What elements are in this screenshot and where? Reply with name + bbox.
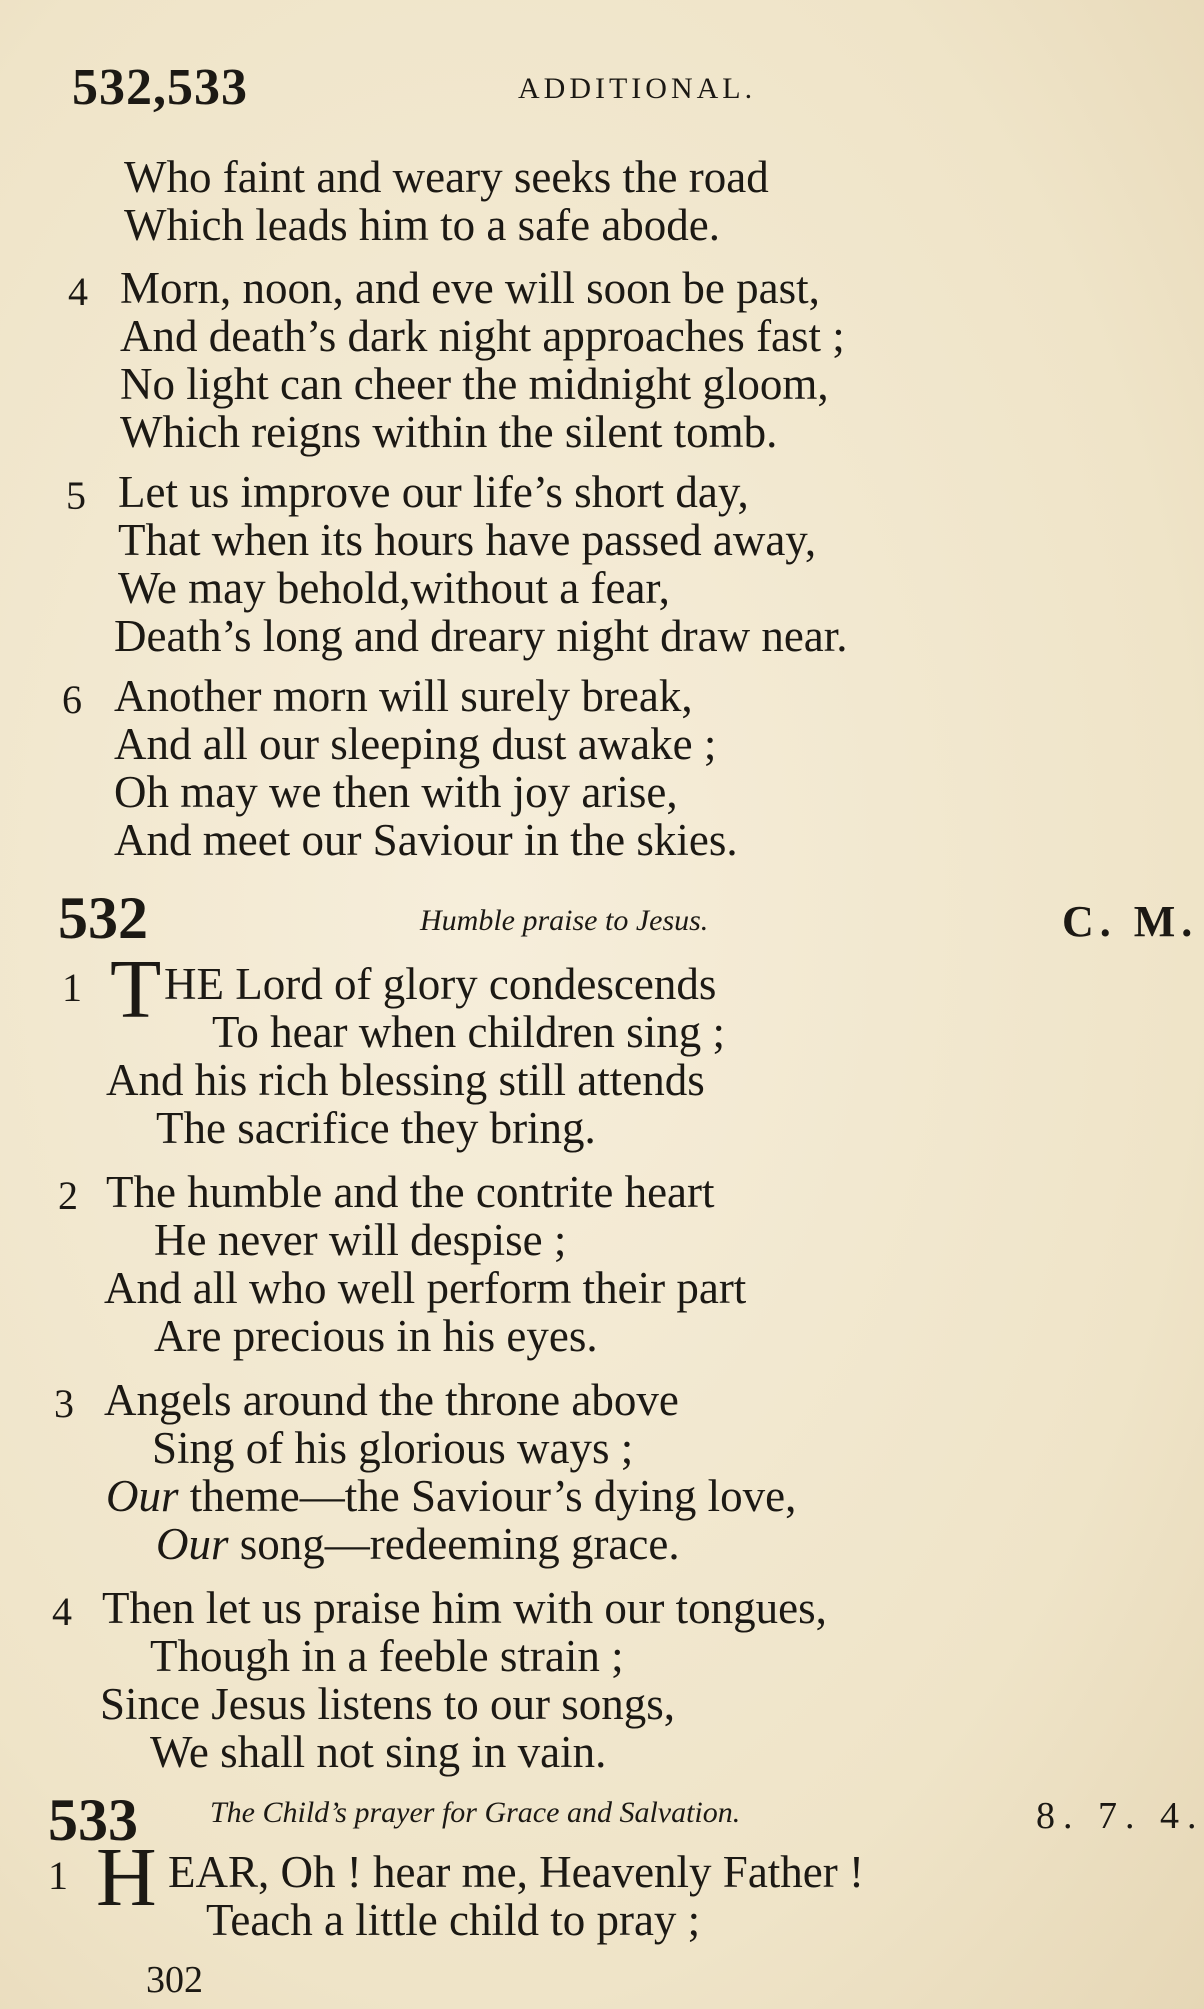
stanza-number: 1	[48, 1853, 68, 1898]
page-number: 302	[146, 1959, 203, 2001]
hymn-meter: 8. 7. 4.	[1036, 1795, 1204, 1837]
hymn-number: 533	[48, 1787, 138, 1853]
verse-line: And all who well perform their part	[104, 1263, 747, 1313]
verse-line: Let us improve our life’s short day,	[118, 467, 749, 517]
verse-line: Since Jesus listens to our songs,	[100, 1679, 676, 1729]
verse-line: Our song—redeeming grace.	[156, 1519, 680, 1569]
verse-line: Who faint and weary seeks the road	[124, 152, 769, 202]
verse-line: Sing of his glorious ways ;	[152, 1423, 634, 1473]
emphasis-our: Our	[106, 1471, 179, 1521]
verse-line: EAR, Oh ! hear me, Heavenly Father !	[168, 1847, 865, 1897]
verse-line: And his rich blessing still attends	[106, 1055, 705, 1105]
hymn-meter: C. M.	[1062, 897, 1199, 946]
hymn-title: The Child’s prayer for Grace and Salvation.	[210, 1796, 741, 1829]
verse-line: The humble and the contrite heart	[106, 1167, 715, 1217]
verse-line: Are precious in his eyes.	[154, 1311, 598, 1361]
drop-cap: H	[96, 1831, 157, 1924]
stanza-number: 3	[54, 1381, 74, 1426]
emphasis-our: Our	[156, 1519, 229, 1569]
running-head-section: ADDITIONAL.	[518, 72, 757, 105]
verse-line: Then let us praise him with our tongues,	[102, 1583, 827, 1633]
verse-line: Though in a feeble strain ;	[150, 1631, 624, 1681]
verse-line: Death’s long and dreary night draw near.	[114, 611, 848, 661]
verse-line: And death’s dark night approaches fast ;	[120, 311, 845, 361]
hymn-title: Humble praise to Jesus.	[420, 904, 709, 937]
verse-line: Another morn will surely break,	[114, 671, 693, 721]
verse-line: Angels around the throne above	[104, 1375, 679, 1425]
verse-line: Morn, noon, and eve will soon be past,	[120, 263, 820, 313]
verse-line: That when its hours have passed away,	[118, 515, 817, 565]
verse-line: He never will despise ;	[154, 1215, 567, 1265]
stanza-number: 4	[52, 1589, 72, 1634]
verse-line: Our theme—the Saviour’s dying love,	[106, 1471, 797, 1521]
verse-line: Which leads him to a safe abode.	[124, 200, 721, 250]
verse-line: And meet our Saviour in the skies.	[114, 815, 738, 865]
drop-cap: T	[110, 943, 162, 1036]
verse-line: No light can cheer the midnight gloom,	[120, 359, 829, 409]
verse-line: Which reigns within the silent tomb.	[120, 407, 778, 457]
verse-line: We may behold,without a fear,	[118, 563, 670, 613]
verse-line: Teach a little child to pray ;	[206, 1895, 701, 1945]
stanza-number: 4	[68, 269, 88, 314]
running-head-page-range: 532,533	[72, 59, 248, 116]
stanza-number: 1	[62, 965, 82, 1010]
verse-line: And all our sleeping dust awake ;	[114, 719, 717, 769]
stanza-number: 6	[62, 677, 82, 722]
verse-line: To hear when children sing ;	[212, 1007, 725, 1057]
verse-line: The sacrifice they bring.	[156, 1103, 596, 1153]
verse-line: We shall not sing in vain.	[150, 1727, 607, 1777]
stanza-number: 5	[66, 473, 86, 518]
verse-line: Oh may we then with joy arise,	[114, 767, 678, 817]
stanza-number: 2	[58, 1173, 78, 1218]
verse-line: HE Lord of glory condescends	[164, 959, 717, 1009]
hymn-number: 532	[58, 885, 148, 951]
